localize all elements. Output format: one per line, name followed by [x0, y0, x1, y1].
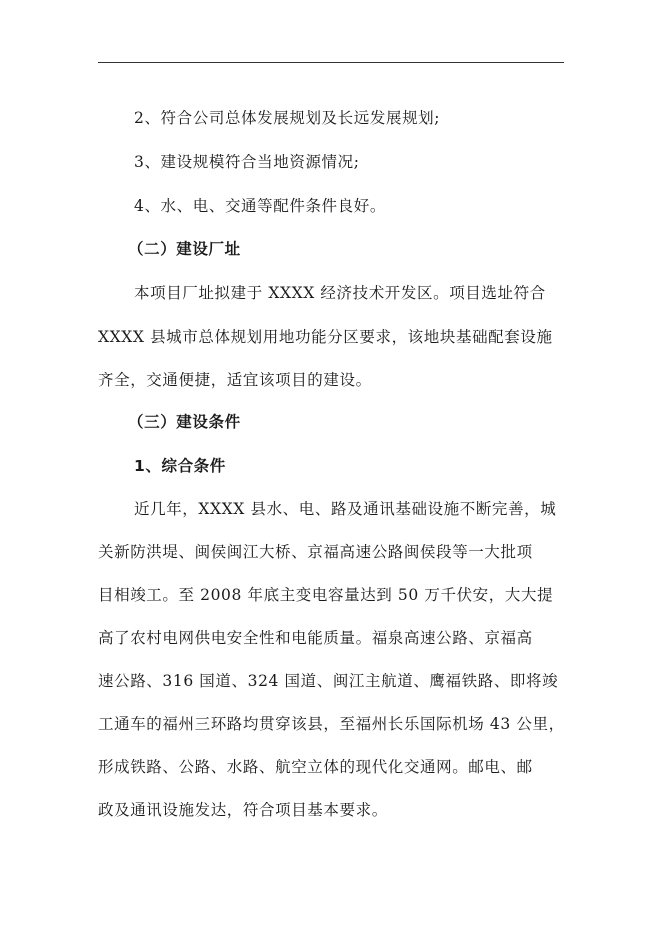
conditions-paragraph-line: 近几年，XXXX 县水、电、路及通讯基础设施不断完善，城	[134, 500, 557, 518]
header-rule	[98, 62, 564, 63]
conditions-paragraph-line: 高了农村电网供电安全性和电能质量。福泉高速公路、京福高	[98, 629, 533, 647]
conditions-paragraph-line: 速公路、316 国道、324 国道、闽江主航道、鹰福铁路、即将竣	[98, 672, 559, 690]
section-heading-site: （二）建设厂址	[128, 240, 241, 258]
site-paragraph-line: XXXX 县城市总体规划用地功能分区要求，该地块基础配套设施	[98, 328, 553, 346]
conditions-paragraph-line: 形成铁路、公路、水路、航空立体的现代化交通网。邮电、邮	[98, 758, 533, 776]
subheading-general-conditions: 1、综合条件	[134, 457, 226, 475]
list-item-2: 2、符合公司总体发展规划及长远发展规划;	[134, 109, 441, 127]
section-heading-conditions: （三）建设条件	[128, 413, 241, 431]
list-item-3: 3、建设规模符合当地资源情况;	[134, 153, 360, 171]
conditions-paragraph-line: 目相竣工。至 2008 年底主变电容量达到 50 万千伏安，大大提	[98, 586, 554, 604]
conditions-paragraph-line: 工通车的福州三环路均贯穿该县，至福州长乐国际机场 43 公里，	[98, 715, 565, 733]
conditions-paragraph-line: 关新防洪堤、闽侯闽江大桥、京福高速公路闽侯段等一大批项	[98, 543, 533, 561]
site-paragraph-line: 本项目厂址拟建于 XXXX 经济技术开发区。项目选址符合	[134, 284, 546, 302]
conditions-paragraph-line: 政及通讯设施发达，符合项目基本要求。	[98, 801, 388, 819]
list-item-4: 4、水、电、交通等配件条件良好。	[134, 197, 386, 215]
site-paragraph-line: 齐全，交通便捷，适宜该项目的建设。	[98, 371, 372, 389]
